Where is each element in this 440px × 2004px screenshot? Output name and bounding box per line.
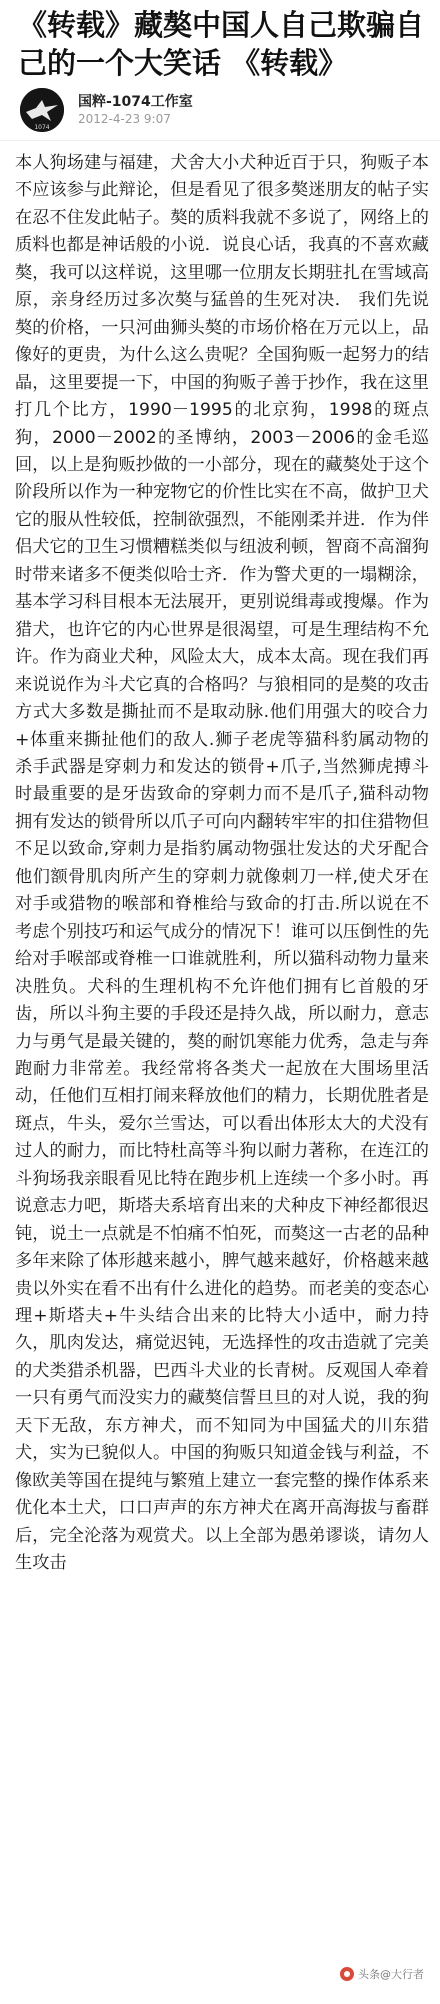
author-avatar-icon[interactable] xyxy=(20,88,64,132)
source-watermark xyxy=(338,1966,426,1982)
toutiao-logo-icon xyxy=(340,1967,354,1981)
author-name[interactable]: 国粹-1074工作室 xyxy=(78,94,193,110)
article-title: 《转载》藏獒中国人自己欺骗自己的一个大笑话 《转载》 xyxy=(18,8,425,80)
header-divider xyxy=(0,140,440,141)
watermark-text: 头条@大行者 xyxy=(358,1968,424,1981)
author-row[interactable] xyxy=(20,88,420,134)
svg-text:1074: 1074 xyxy=(34,124,50,131)
post-timestamp: 2012-4-23 9:07 xyxy=(78,112,171,126)
article-body: 本人狗场建与福建，犬舍大小犬种近百于只，狗贩子本不应该参与此辩论，但是看见了很多獒迷朋友的帖子实在忍不住发此帖子。獒的质料我就不多说了，网络上的质料也都是神话般的小说．说良心话，我真的不喜欢藏獒，我可以这样说，这里哪一位朋友长期驻扎在雪域高原，亲身经历过多次獒与猛兽的生死对决． 我们先说獒的价格，一只河曲狮头獒的市场价格在万元以上，品像好的更贵，为什么这么贵呢？全国狗贩一起努力的结晶，这里要提一下，中国的狗贩子善于抄作，我在这里打几个比方，1990－1995的北京狗，1998的斑点狗，2000－2002的圣博纳，2003－2006的金毛巡回，以上是狗贩抄做的一小部分，现在的藏獒处于这个阶段所以作为一种宠物它的价性比实在不高，做护卫犬它的服从性较低，控制欲强烈，不能刚柔并进．作为伴侣犬它的卫生习惯糟糕类似与纽波利顿，智商不高溜狗时带来诸多不便类似哈士齐．作为警犬更的一塌糊涂，基本学习科目根本无法展开，更别说缉毒或搜爆。作为猎犬，也许它的内心世界是很渴望，可是生理结构不允许。作为商业犬种，风险太大，成本太高。现在我们再来说说作为斗犬它真的合格吗？与狼相同的是獒的攻击方式大多数是撕扯而不是取动脉.他们用强大的咬合力+体重来撕扯他们的敌人.狮子老虎等猫科豹属动物的杀手武器是穿刺力和发达的锁骨+爪子,当然狮虎搏斗时最重要的是牙齿致命的穿刺力而不是爪子,猫科动物拥有发达的锁骨所以爪子可向内翻转牢牢的扣住猎物但不足以致命,穿刺力是指豹属动物强壮发达的犬牙配合他们额骨肌肉所产生的穿刺力就像刺刀一样,使犬牙在对手或猎物的喉部和脊椎给与致命的打击.所以说在不考虑个别技巧和运气成分的情况下！谁可以压倒性的先给对手喉部或脊椎一口谁就胜利，所以猫科动物力量来决胜负。犬科的生理机构不允许他们拥有匕首般的牙齿，所以斗狗主要的手段还是持久战，所以耐力，意志力与勇气是最关键的，獒的耐饥寒能力优秀，急走与奔跑耐力非常差。我经常将各类犬一起放在大围场里活动，任他们互相打闹来释放他们的精力，长期优胜者是斑点，牛头，爱尔兰雪达，可以看出体形太大的犬没有过人的耐力，而比特杜高等斗狗以耐力著称，在连江的斗狗场我亲眼看见比特在跑步机上连续一个多小时。再说意志力吧，斯塔夫系培育出来的犬种皮下神经都很迟钝，说土一点就是不怕痛不怕死，而獒这一古老的品种多年来除了体形越来越小，脾气越来越好，价格越来越贵以外实在看不出有什么进化的趋势。而老美的变态心理+斯塔夫+牛头结合出来的比特大小适中，耐力持久，肌肉发达，痛觉迟钝，无选择性的攻击造就了完美的犬类猎杀机器，巴西斗犬业的长青树。反观国人牵着一只有勇气而没实力的藏獒信誓旦旦的对人说，我的狗天下无敌，东方神犬，而不知同为中国猛犬的川东猎犬，实为已貌似人。中国的狗贩只知道金钱与利益，不像欧美等国在提纯与繁殖上建立一套完整的操作体系来优化本土犬，口口声声的东方神犬在离开高海拔与畜群后，完全沦落为观赏犬。以上全部为愚弟谬谈，请勿人生攻击 xyxy=(15,153,429,1574)
